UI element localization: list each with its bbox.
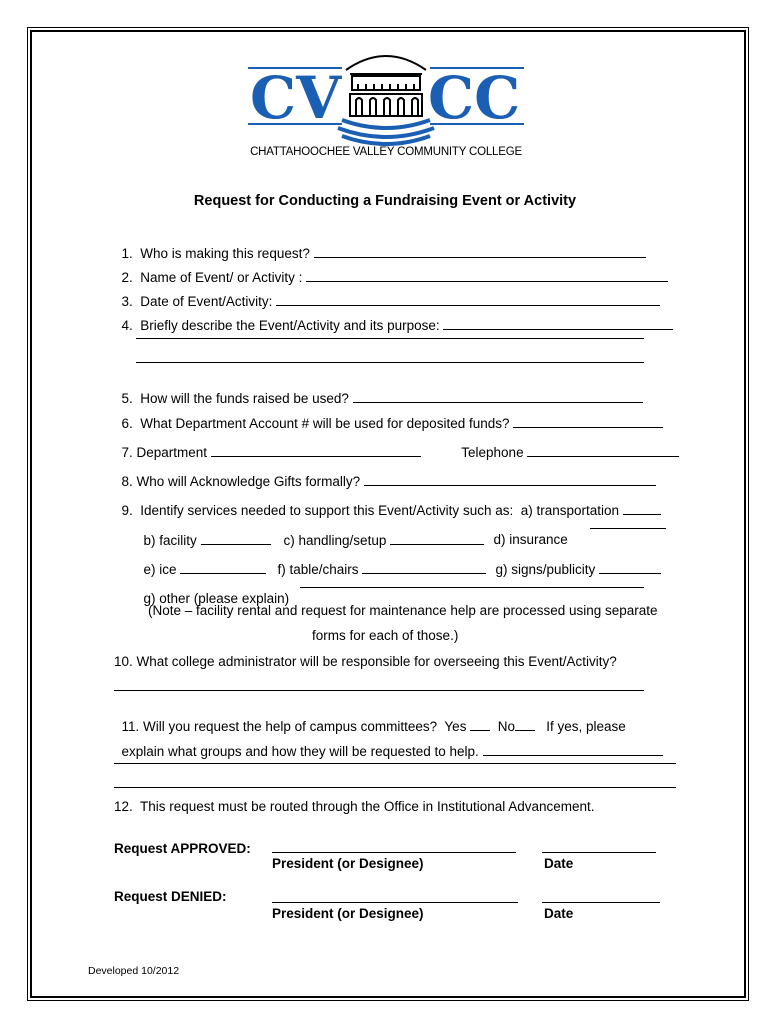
service-ice: e) ice (136, 545, 266, 578)
transportation-field[interactable] (623, 502, 661, 515)
form-title: Request for Conducting a Fundraising Event or Activity (193, 193, 577, 209)
note-line-2: forms for each of those.) (312, 628, 459, 643)
question-11-explain: explain what groups and how they will be requested to help. (114, 727, 663, 760)
answer-line-4b[interactable] (136, 326, 644, 343)
approved-signature-line[interactable] (272, 840, 516, 857)
service-tables: f) table/chairs (270, 545, 486, 578)
question-8: 8. Who will Acknowledge Gifts formally? (114, 457, 656, 490)
answer-line-10[interactable] (114, 678, 644, 695)
answer-line-11c[interactable] (114, 775, 676, 792)
logo-cv-text: CV (250, 64, 342, 132)
question-10: 10. What college administrator will be responsible for overseeing this Event/Activity? (114, 654, 617, 669)
ice-field[interactable] (180, 561, 266, 574)
question-1: 1. Who is making this request? (114, 229, 646, 262)
signs-field[interactable] (599, 561, 661, 574)
approved-date-line[interactable] (542, 840, 656, 857)
college-name: CHATTAHOOCHEE VALLEY COMMUNITY COLLEGE (250, 146, 522, 158)
question-3: 3. Date of Event/Activity: (114, 277, 660, 310)
denied-signature-line[interactable] (272, 890, 518, 907)
answer-field-8[interactable] (364, 473, 656, 486)
service-handling: c) handling/setup (276, 516, 484, 549)
telephone-field[interactable] (527, 444, 679, 457)
answer-line-11b[interactable] (114, 751, 676, 768)
question-4: 4. Briefly describe the Event/Activity and its purpose: (114, 301, 673, 334)
question-12: 12. This request must be routed through the Office in Institutional Advancement. (114, 799, 595, 814)
department-field[interactable] (211, 444, 421, 457)
service-facility: b) facility (136, 516, 271, 549)
note-line-1: (Note – facility rental and request for maintenance help are processed using separate (148, 603, 658, 618)
approved-label: Request APPROVED: (114, 841, 251, 856)
answer-line-4c[interactable] (136, 350, 644, 367)
question-2: 2. Name of Event/ or Activity : (114, 253, 668, 286)
denied-date-label: Date (544, 906, 574, 921)
answer-field-6[interactable] (513, 415, 663, 428)
question-6: 6. What Department Account # will be used for deposited funds? (114, 399, 663, 432)
other-field[interactable] (300, 575, 644, 592)
insurance-field[interactable] (590, 516, 666, 533)
denied-president-label: President (or Designee) (272, 906, 424, 921)
service-other: g) other (please explain) (143, 591, 290, 606)
denied-label: Request DENIED: (114, 889, 227, 904)
question-7-department: 7. Department (114, 428, 421, 461)
service-signs: g) signs/publicity (488, 545, 661, 578)
tables-field[interactable] (362, 561, 486, 574)
question-11: 11. Will you request the help of campus committees? Yes No If yes, please (121, 719, 626, 734)
footer-developed: Developed 10/2012 (88, 965, 180, 977)
denied-date-line[interactable] (542, 890, 660, 907)
approved-president-label: President (or Designee) (272, 856, 424, 871)
logo-cc-text: CC (428, 64, 521, 132)
question-7-telephone: Telephone (454, 428, 679, 461)
service-insurance: d) insurance (493, 532, 568, 547)
handling-field[interactable] (390, 532, 484, 545)
question-9: 9. Identify services needed to support this Event/Activity such as: a) transportation (114, 486, 661, 519)
question-5: 5. How will the funds raised be used? (114, 374, 643, 407)
facility-field[interactable] (201, 532, 271, 545)
approved-date-label: Date (544, 856, 574, 871)
